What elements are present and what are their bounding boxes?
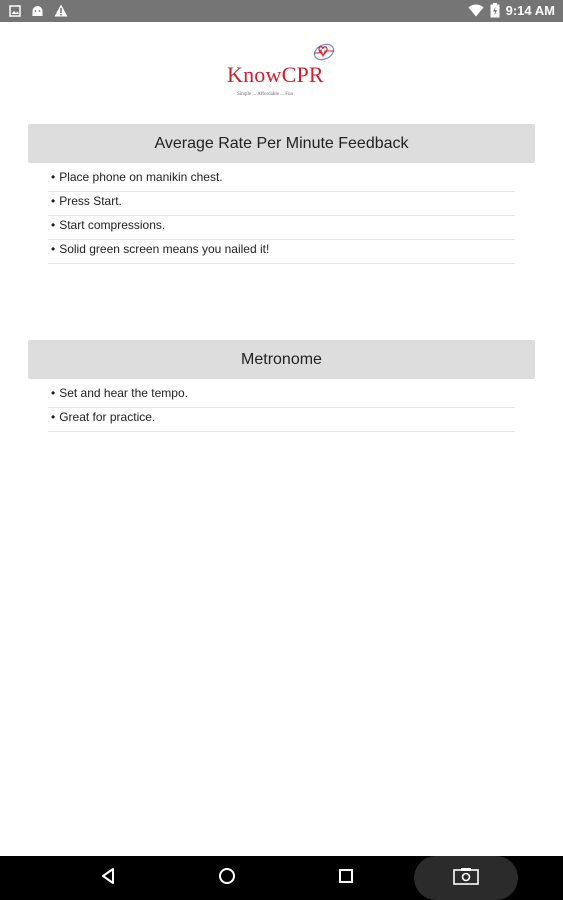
list-item: • Solid green screen means you nailed it! xyxy=(48,240,515,264)
image-notification-icon xyxy=(9,5,21,17)
home-button[interactable] xyxy=(207,856,247,900)
section-title: Metronome xyxy=(241,350,322,368)
status-bar xyxy=(0,0,563,22)
section-header-rate-feedback[interactable] xyxy=(28,124,535,163)
section-title: Average Rate Per Minute Feedback xyxy=(154,134,409,152)
warning-icon xyxy=(54,4,68,17)
list-item: • Press Start. xyxy=(48,192,515,216)
home-icon xyxy=(218,867,236,890)
notification-icons xyxy=(9,4,68,17)
screenshot-icon xyxy=(453,867,479,890)
list-item: • Great for practice. xyxy=(48,408,515,432)
back-button[interactable] xyxy=(88,856,128,900)
list-item: • Start compressions. xyxy=(48,216,515,240)
screenshot-button[interactable] xyxy=(414,856,518,900)
wifi-icon xyxy=(468,4,484,17)
recents-icon xyxy=(338,868,354,889)
list-item: • Place phone on manikin chest. xyxy=(48,168,515,192)
back-icon xyxy=(100,867,116,890)
navigation-bar xyxy=(0,856,563,900)
metronome-list xyxy=(48,384,515,432)
rate-feedback-list xyxy=(48,168,515,264)
logo-text: KnowCPR xyxy=(227,62,324,87)
list-item: • Set and hear the tempo. xyxy=(48,384,515,408)
battery-icon xyxy=(490,3,500,18)
system-status xyxy=(468,3,555,18)
logo-tagline: Simple ... Affordable ... Fun xyxy=(237,92,294,97)
recents-button[interactable] xyxy=(326,856,366,900)
status-time: 9:14 AM xyxy=(505,3,555,18)
section-header-metronome[interactable] xyxy=(28,340,535,379)
knowcpr-logo xyxy=(224,38,344,104)
android-notification-icon xyxy=(31,5,44,17)
